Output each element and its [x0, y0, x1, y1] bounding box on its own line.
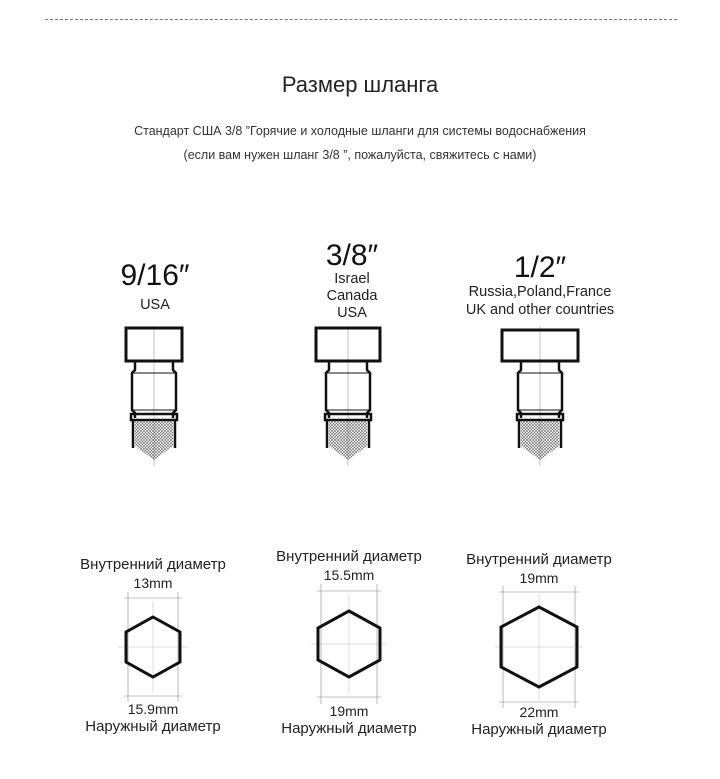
- fitting-region-canada: Canada: [326, 288, 378, 304]
- hex-nut-diagram-3: [493, 586, 585, 708]
- subtitle-line-2: (если вам нужен шланг 3/8 ”, пожалуйста, свяжитесь с нами): [183, 148, 537, 162]
- fitting-region-usa: USA: [337, 305, 367, 321]
- fitting-diagram-3-8: [308, 326, 388, 466]
- fitting-size-1-2: 1/2″: [513, 251, 567, 284]
- fitting-region-9-16: USA: [140, 297, 170, 313]
- inner-diameter-label-1: Внутренний диаметр: [80, 556, 226, 573]
- subtitle-line-1: Стандарт США 3/8 ”Горячие и холодные шланги для системы водоснабжения: [134, 124, 586, 138]
- fitting-region-uk-other: UK and other countries: [465, 302, 615, 318]
- outer-diameter-value-2: 19mm: [329, 703, 369, 719]
- outer-diameter-value-1: 15.9mm: [127, 701, 179, 717]
- fitting-size-3-8: 3/8″: [325, 239, 379, 272]
- outer-diameter-label-3: Наружный диаметр: [471, 721, 607, 738]
- hex-nut-diagram-1: [113, 592, 193, 702]
- fitting-size-9-16: 9/16″: [120, 259, 190, 292]
- inner-diameter-value-3: 19mm: [519, 570, 559, 586]
- inner-diameter-value-1: 13mm: [133, 575, 173, 591]
- outer-diameter-label-2: Наружный диаметр: [281, 720, 417, 737]
- fitting-region-russia-poland-france: Russia,Poland,France: [468, 284, 612, 300]
- top-dashed-divider: [45, 19, 677, 20]
- outer-diameter-label-1: Наружный диаметр: [85, 718, 221, 735]
- outer-diameter-value-3: 22mm: [519, 704, 559, 720]
- inner-diameter-label-3: Внутренний диаметр: [466, 551, 612, 568]
- fitting-diagram-1-2: [500, 326, 580, 466]
- hex-nut-diagram-2: [309, 584, 389, 704]
- inner-diameter-value-2: 15.5mm: [323, 567, 375, 583]
- page-title: Размер шланга: [281, 72, 439, 97]
- fitting-region-israel: Israel: [334, 271, 370, 287]
- inner-diameter-label-2: Внутренний диаметр: [276, 548, 422, 565]
- fitting-diagram-9-16: [114, 326, 194, 466]
